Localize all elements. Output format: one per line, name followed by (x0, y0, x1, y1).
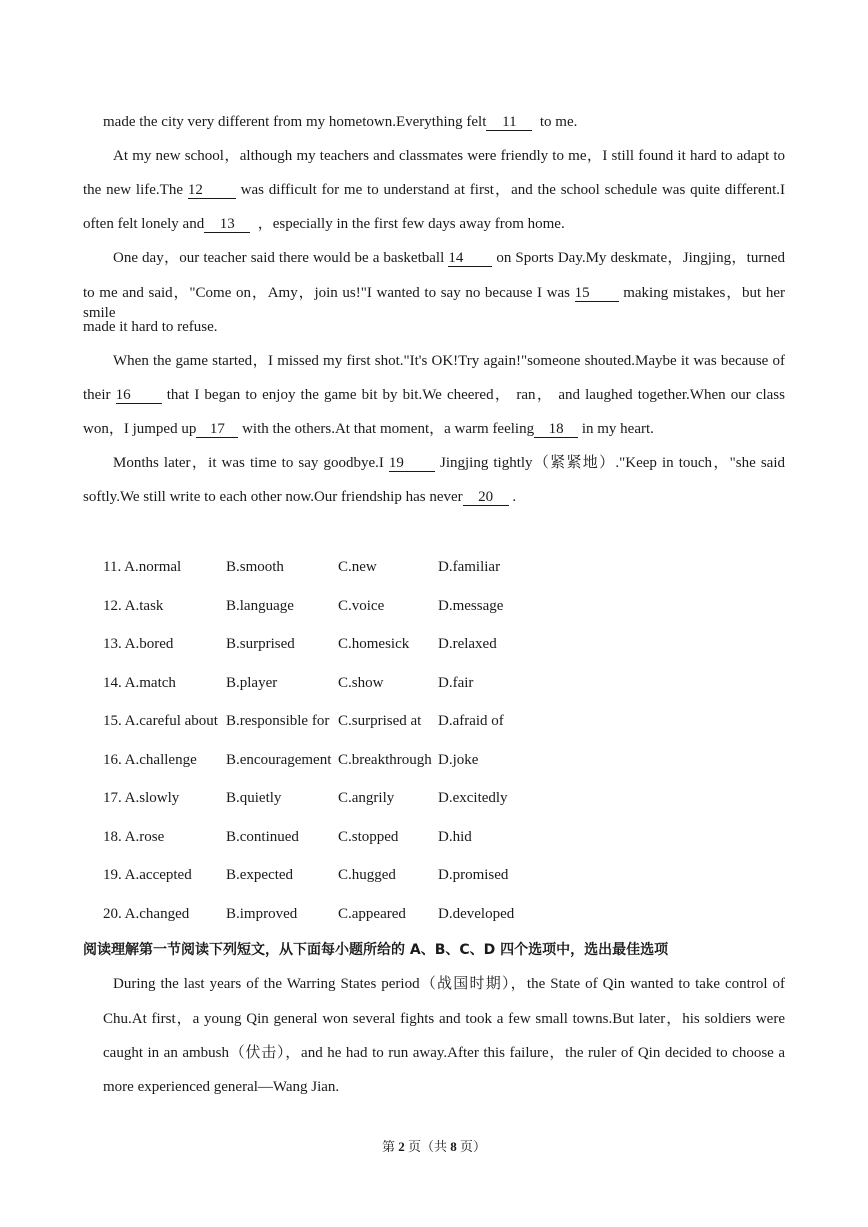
text: in my heart. (581, 421, 654, 437)
option-d: D.fair (438, 675, 474, 691)
passage-line-12 (83, 487, 516, 507)
option-c: C.homesick (338, 636, 410, 652)
text: to me and said，"Come on，Amy，join us!"I wanted to say no because I was (83, 285, 570, 301)
text: was difficult for me to understand at first，and the school schedule was quite different.I (240, 182, 786, 198)
option-d: D.familiar (438, 559, 501, 575)
blank-12: 12 (188, 182, 236, 199)
text: making mistakes，but her smile (83, 285, 786, 321)
option-d: D.excitedly (438, 790, 508, 806)
text: with the others.At that moment，a warm feeling (242, 421, 535, 437)
text: Months later，it was time to say goodbye.I (113, 455, 384, 471)
option-d: D.promised (438, 867, 509, 883)
text: on Sports Day.My deskmate，Jingjing，turned (496, 250, 786, 266)
footer-text: 第 (381, 1139, 395, 1154)
blank-15: 15 (575, 285, 619, 302)
option-c: C.hugged (338, 867, 396, 883)
blank-16: 16 (116, 387, 162, 404)
passage-line-4 (83, 214, 565, 234)
passage-line-3 (83, 180, 785, 200)
text: . (512, 489, 517, 505)
option-c: C.surprised at (338, 713, 422, 729)
option-c: C.appeared (338, 906, 406, 922)
passage-line-10 (83, 419, 654, 439)
page-total: 8 (450, 1139, 457, 1154)
option-a: 15. A.careful about (103, 713, 218, 729)
passage-line-7: made it hard to refuse. (83, 319, 218, 335)
text: One day，our teacher said there would be a basketball (113, 250, 445, 266)
passage-line-9 (83, 385, 785, 405)
footer-text: 页） (460, 1139, 487, 1154)
passage-line-1 (103, 112, 577, 132)
option-b: B.smooth (226, 559, 284, 575)
passage-line-8: When the game started，I missed my first shot."It's OK!Try again!"someone shouted.Maybe it was because of (113, 353, 785, 369)
blank-17: 17 (196, 421, 238, 438)
blank-18: 18 (534, 421, 578, 438)
option-c: C.voice (338, 598, 385, 614)
text: softly.We still write to each other now.Our friendship has never (83, 489, 463, 505)
option-c: C.new (338, 559, 377, 575)
reading-line-3: caught in an ambush（伏击），and he had to run away.After this failure，the ruler of Qin decided to choose a (103, 1045, 785, 1061)
option-b: B.surprised (226, 636, 295, 652)
footer-text: 页（共 (407, 1139, 447, 1154)
text: often felt lonely and (83, 216, 205, 232)
option-c: C.stopped (338, 829, 399, 845)
option-b: B.player (226, 675, 278, 691)
reading-line-2: Chu.At first，a young Qin general won several fights and took a few small towns.But later，his soldiers were (103, 1011, 785, 1027)
option-b: B.improved (226, 906, 298, 922)
text: ，especially in the first few days away from home. (257, 216, 565, 232)
blank-14: 14 (448, 250, 492, 267)
option-d: D.hid (438, 829, 472, 845)
blank-11: 11 (486, 114, 532, 131)
reading-line-4: more experienced general—Wang Jian. (103, 1079, 340, 1095)
blank-20: 20 (463, 489, 509, 506)
text: the new life.The (83, 182, 183, 198)
reading-line-1: During the last years of the Warring States period（战国时期），the State of Qin wanted to take control of (113, 976, 785, 992)
option-b: B.continued (226, 829, 299, 845)
text: made the city very different from my hometown.Everything felt (103, 114, 487, 130)
option-a: 20. A.changed (103, 906, 190, 922)
text: that I began to enjoy the game bit by bit.We cheered， ran， and laughed together.When our class (166, 387, 785, 403)
passage-line-5 (113, 248, 785, 268)
option-b: B.quietly (226, 790, 282, 806)
blank-19: 19 (389, 455, 435, 472)
option-d: D.afraid of (438, 713, 504, 729)
option-d: D.joke (438, 752, 479, 768)
option-a: 11. A.normal (103, 559, 182, 575)
option-c: C.show (338, 675, 384, 691)
section-heading: 阅读理解第一节阅读下列短文，从下面每小题所给的 A、B、C、D 四个选项中，选出最佳选项 (83, 942, 669, 958)
option-b: B.language (226, 598, 294, 614)
option-a: 16. A.challenge (103, 752, 197, 768)
page-number: 2 (398, 1139, 405, 1154)
passage-line-2: At my new school，although my teachers and classmates were friendly to me，I still found it hard to adapt to (113, 148, 785, 164)
text: won，I jumped up (83, 421, 197, 437)
option-a: 12. A.task (103, 598, 164, 614)
text: to me. (539, 114, 578, 130)
option-d: D.developed (438, 906, 515, 922)
blank-13: 13 (204, 216, 250, 233)
option-c: C.breakthrough (338, 752, 432, 768)
option-a: 19. A.accepted (103, 867, 192, 883)
option-a: 14. A.match (103, 675, 176, 691)
text: their (83, 387, 111, 403)
text: Jingjing tightly（紧紧地）."Keep in touch，"she said (439, 455, 785, 471)
option-a: 18. A.rose (103, 829, 165, 845)
option-a: 17. A.slowly (103, 790, 180, 806)
option-a: 13. A.bored (103, 636, 174, 652)
option-b: B.responsible for (226, 713, 330, 729)
option-b: B.encouragement (226, 752, 332, 768)
passage-line-11 (113, 453, 785, 473)
option-c: C.angrily (338, 790, 395, 806)
option-d: D.relaxed (438, 636, 497, 652)
option-d: D.message (438, 598, 504, 614)
option-b: B.expected (226, 867, 294, 883)
page-footer (0, 1137, 868, 1157)
